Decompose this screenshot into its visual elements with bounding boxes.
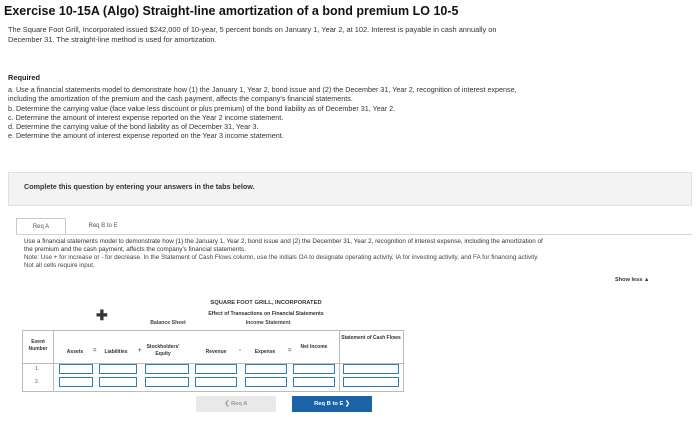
header-expense: Expense [254, 349, 276, 355]
financial-statements-table [22, 330, 404, 392]
required-list [8, 85, 528, 141]
header-revenue: Revenue [205, 349, 227, 355]
plus-operator: + [138, 348, 142, 354]
minus-operator: - [239, 348, 241, 354]
header-event-number: Event Number [28, 339, 48, 352]
page-title: Exercise 10-15A (Algo) Straight-line amortization of a bond premium LO 10-5 [4, 4, 459, 18]
show-less-toggle[interactable]: Show less ▲ [615, 277, 650, 283]
required-item-c: c. Determine the amount of interest expense reported on the Year 2 income statement. [8, 112, 284, 122]
equals-operator: = [93, 348, 97, 354]
required-item-b: b. Determine the carrying value (face value less discount or plus premium) of the bond liability as of December 31, Year 2. [8, 103, 396, 113]
complete-banner [8, 172, 692, 206]
required-item-a: a. Use a financial statements model to demonstrate how (1) the January 1, Year 2, bond issue and (2) the December 31, Year 2, recognition of interest expense, including the amortization of the premium and the cash payment, affects the company's financial statements. [8, 85, 517, 104]
header-net-income: Net Income [300, 344, 328, 350]
header-cash-flows: Statement of Cash Flows [341, 335, 401, 341]
cell-liabilities-2[interactable] [99, 377, 137, 387]
cell-revenue-2[interactable] [195, 377, 237, 387]
required-item-d: d. Determine the carrying value of the bond liability as of December 31, Year 3. [8, 122, 259, 132]
required-heading: Required [8, 73, 41, 82]
cell-cash-flows-2[interactable] [343, 377, 399, 387]
instructions [24, 238, 544, 270]
balance-sheet-heading: Balance Sheet [150, 320, 186, 326]
cell-cash-flows-1[interactable] [343, 364, 399, 374]
cell-assets-2[interactable] [59, 377, 93, 387]
cell-equity-2[interactable] [145, 377, 189, 387]
instructions-text: Use a financial statements model to demonstrate how (1) the January 1, Year 2, bond issue and (2) the December 31, Year 2, recognition of interest expense, including the amortization of the premium and the cash payment, affects the company's financial statements. [24, 238, 543, 253]
cell-expense-1[interactable] [245, 364, 287, 374]
cell-net-income-2[interactable] [293, 377, 335, 387]
cell-net-income-1[interactable] [293, 364, 335, 374]
tab-req-a[interactable]: Req A [16, 218, 66, 235]
header-assets: Assets [66, 349, 84, 355]
event-number-1: 1. [35, 366, 40, 372]
column-divider [339, 331, 340, 391]
required-item-e: e. Determine the amount of interest expense reported on the Year 3 income statement. [8, 131, 284, 141]
header-liabilities: Liabilities [104, 349, 128, 355]
header-stockholders-equity: Stockholders' Equity [146, 344, 180, 357]
complete-prompt: Complete this question by entering your answers in the tabs below. [24, 182, 255, 191]
add-row-icon[interactable]: ✚ [96, 307, 108, 323]
company-name: SQUARE FOOT GRILL, INCORPORATED [210, 300, 322, 306]
cell-liabilities-1[interactable] [99, 364, 137, 374]
column-divider [53, 331, 54, 391]
problem-intro: The Square Foot Grill, Incorporated issued $242,000 of 10-year, 5 percent bonds on January 1, Year 2, at 102. Interest is payable in cash annually on December 31. The straight-line method is used for amortization. [8, 25, 497, 44]
cell-assets-1[interactable] [59, 364, 93, 374]
instructions-note: Note: Use + for increase or - for decrease. In the Statement of Cash Flows column, use the initials OA to designate operating activity, IA for investing activity, and FA for financing activity. Not all cells require input. [24, 254, 539, 269]
next-req-b-to-e-button[interactable]: Req B to E ❯ [292, 396, 372, 412]
income-statement-heading: Income Statement [245, 320, 291, 326]
cell-equity-1[interactable] [145, 364, 189, 374]
table-subtitle: Effect of Transactions on Financial Statements [208, 311, 324, 317]
equals-operator-2: = [288, 348, 292, 354]
prev-req-a-button[interactable]: ❮ Req A [196, 396, 276, 412]
event-number-2: 2. [35, 379, 40, 385]
tab-req-b-to-e[interactable]: Req B to E [88, 223, 118, 229]
cell-expense-2[interactable] [245, 377, 287, 387]
cell-revenue-1[interactable] [195, 364, 237, 374]
